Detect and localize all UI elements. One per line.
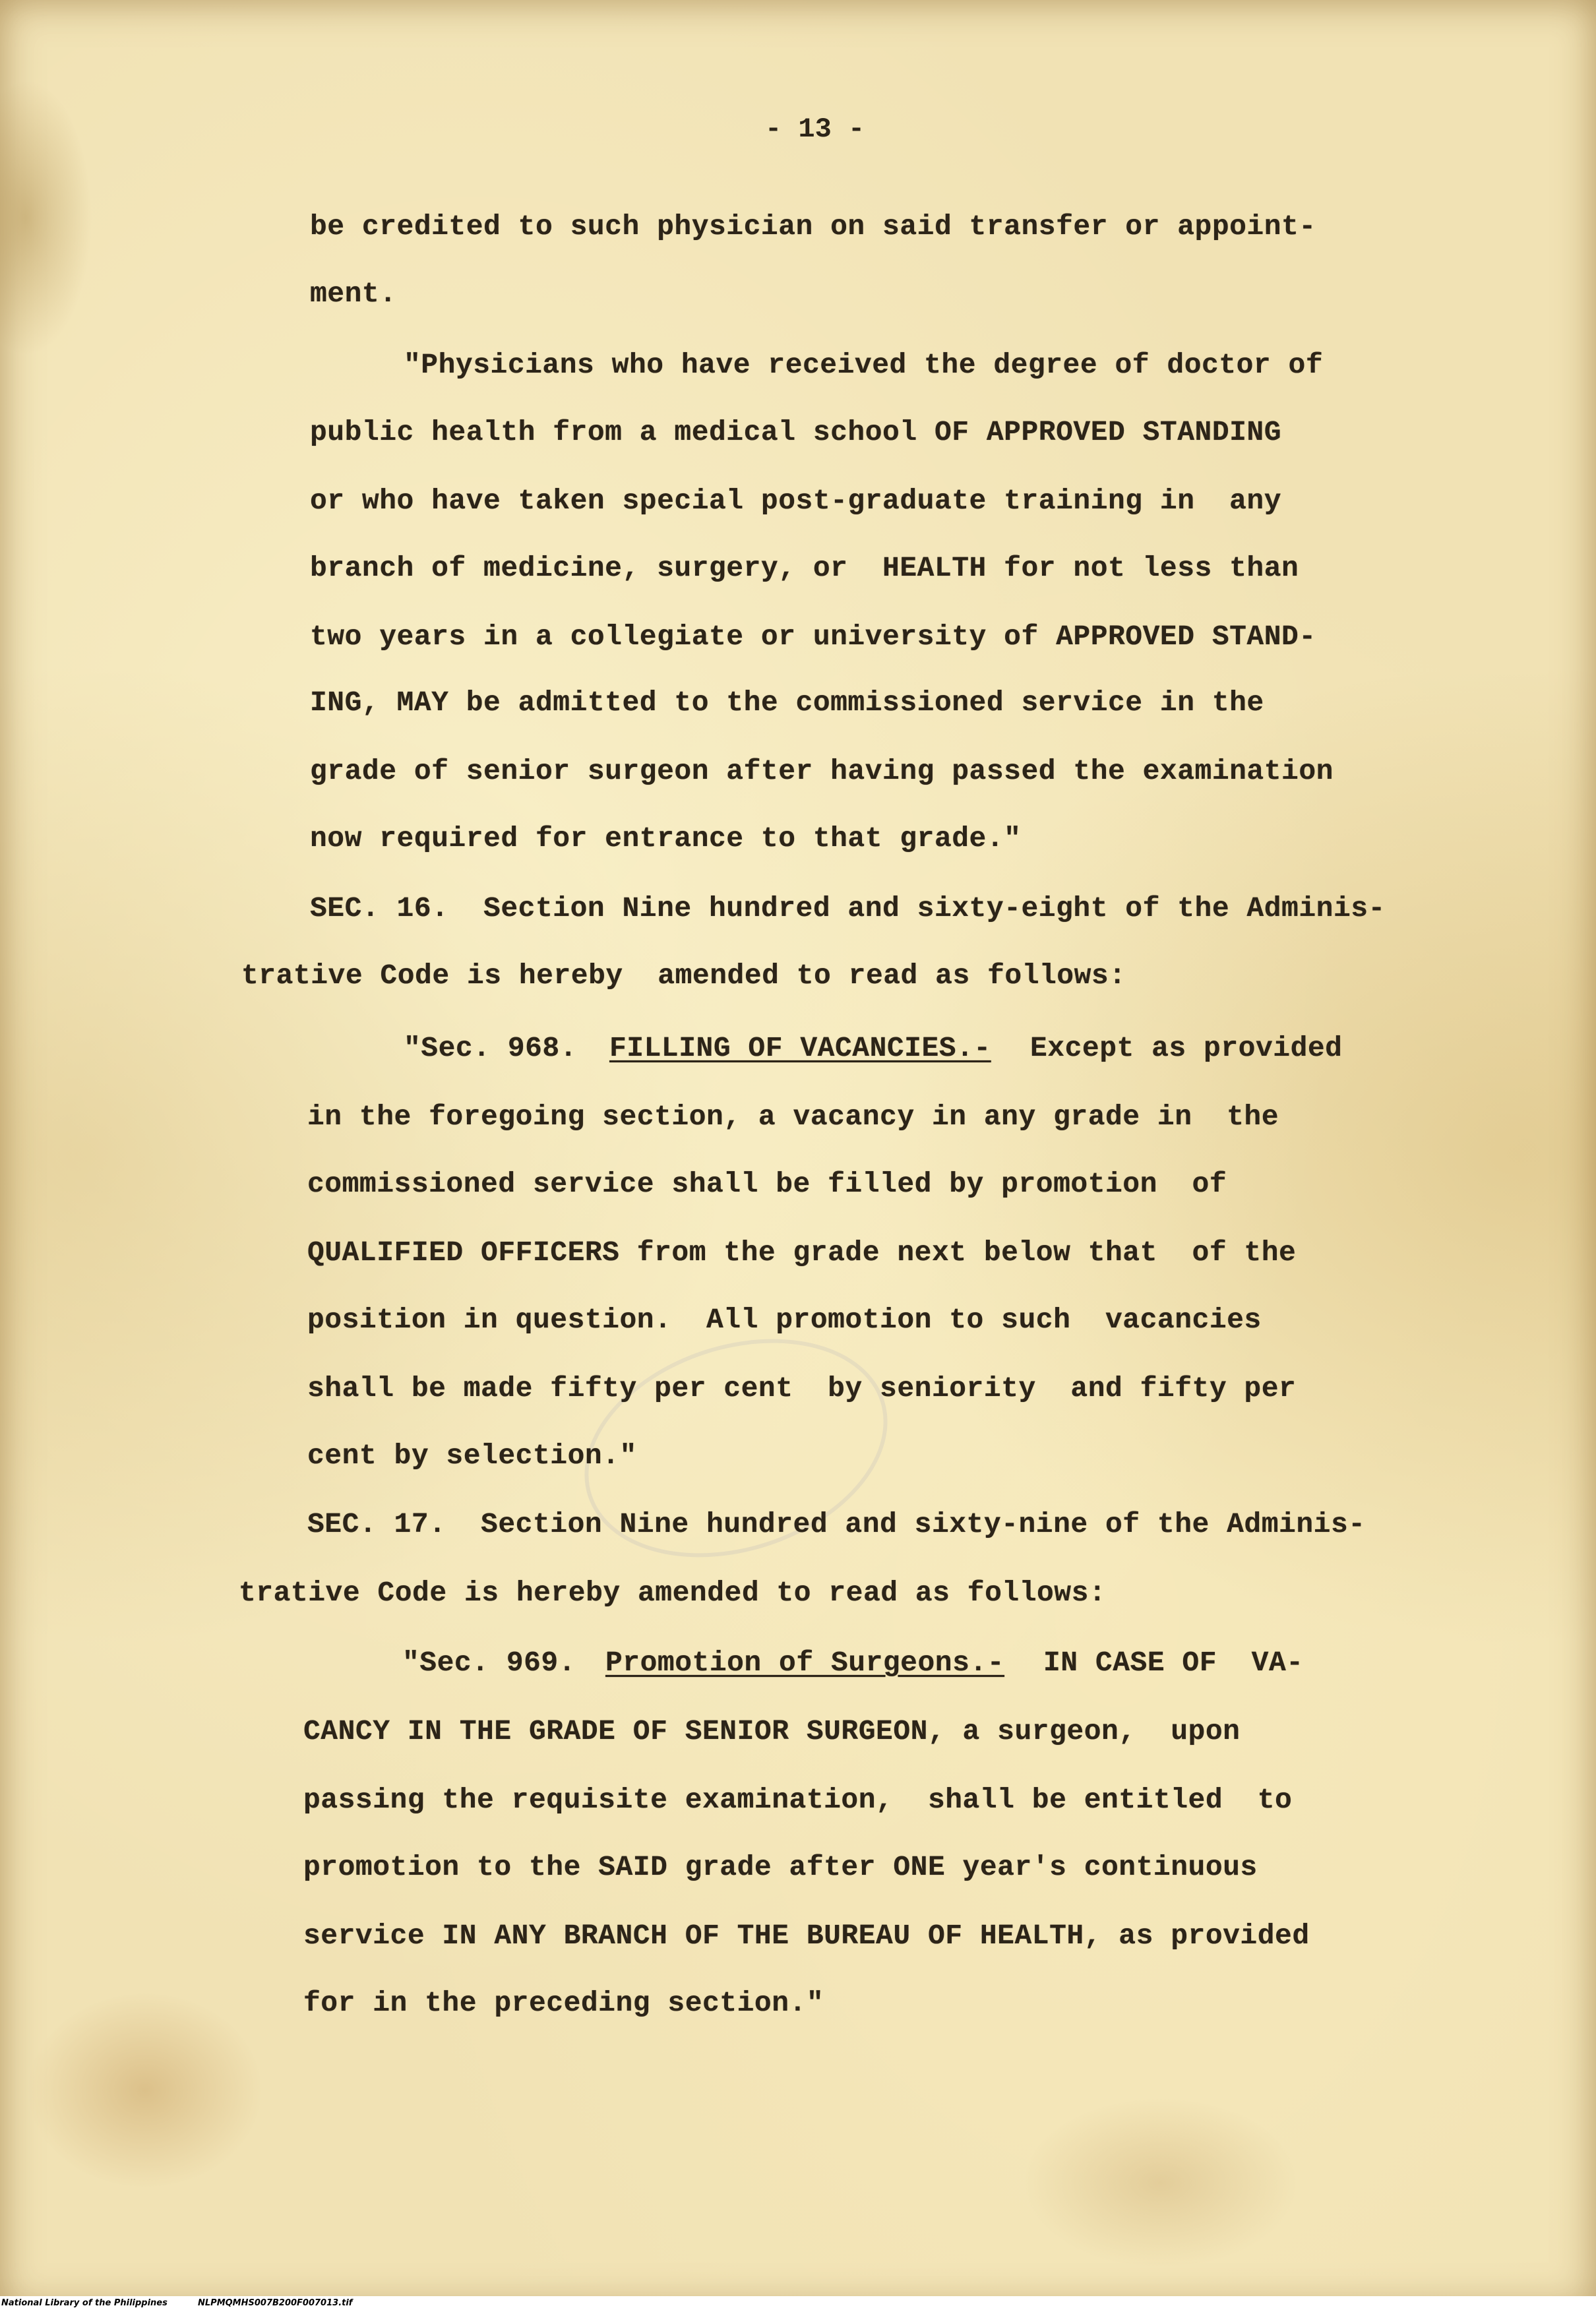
text-line: CANCY IN THE GRADE OF SENIOR SURGEON, a surgeon, upon (303, 1715, 1241, 1748)
section-number-969: "Sec. 969. (402, 1647, 576, 1679)
text-line: now required for entrance to that grade." (310, 822, 1022, 855)
paper-stain (26, 1991, 264, 2189)
text-line: service IN ANY BRANCH OF THE BUREAU OF HEALTH, as provided (303, 1920, 1310, 1952)
text-line: IN CASE OF VA- (1043, 1647, 1304, 1679)
text-line: ment. (310, 278, 397, 310)
section-heading-line: SEC. 16. Section Nine hundred and sixty-eight of the Adminis- (310, 892, 1386, 925)
text-line: or who have taken special post-graduate training in any (310, 485, 1282, 517)
text-line: Except as provided (1030, 1032, 1343, 1064)
text-line: for in the preceding section." (303, 1987, 824, 2019)
text-line: trative Code is hereby amended to read as follows: (241, 959, 1126, 992)
text-line: "Physicians who have received the degree of doctor of (404, 349, 1324, 381)
text-line: shall be made fifty per cent by seniority and fifty per (307, 1372, 1297, 1405)
footer-file-id: NLPMQMHS007B200F007013.tif (198, 2298, 353, 2308)
text-line: branch of medicine, surgery, or HEALTH for not less than (310, 552, 1299, 584)
text-line: promotion to the SAID grade after ONE year's continuous (303, 1851, 1258, 1883)
section-number-968: "Sec. 968. (404, 1032, 578, 1064)
text-line: trative Code is hereby amended to read as follows: (239, 1577, 1107, 1609)
text-line: commissioned service shall be filled by promotion of (307, 1168, 1227, 1200)
text-line: two years in a collegiate or university of APPROVED STAND- (310, 621, 1316, 653)
section-heading-line: SEC. 17. Section Nine hundred and sixty-nine of the Adminis- (307, 1508, 1366, 1540)
footer-library-label: National Library of the Philippines (1, 2298, 168, 2308)
text-line: public health from a medical school OF APPROVED STANDING (310, 416, 1282, 448)
section-title-968: FILLING OF VACANCIES.- (609, 1032, 991, 1064)
text-line: ING, MAY be admitted to the commissioned service in the (310, 686, 1264, 719)
section-title-969: Promotion of Surgeons.- (605, 1647, 1004, 1679)
text-line: grade of senior surgeon after having passed the examination (310, 755, 1334, 787)
text-line: position in question. All promotion to such vacancies (307, 1304, 1262, 1336)
text-line: cent by selection." (307, 1440, 637, 1472)
paper-stain (0, 79, 92, 356)
text-line: QUALIFIED OFFICERS from the grade next below that of the (307, 1236, 1297, 1269)
text-line: be credited to such physician on said transfer or appoint- (310, 210, 1316, 243)
text-line: in the foregoing section, a vacancy in any grade in the (307, 1101, 1279, 1133)
page-number: - 13 - (765, 113, 865, 145)
text-line: passing the requisite examination, shall be entitled to (303, 1784, 1293, 1816)
paper-stain (1022, 2097, 1299, 2268)
